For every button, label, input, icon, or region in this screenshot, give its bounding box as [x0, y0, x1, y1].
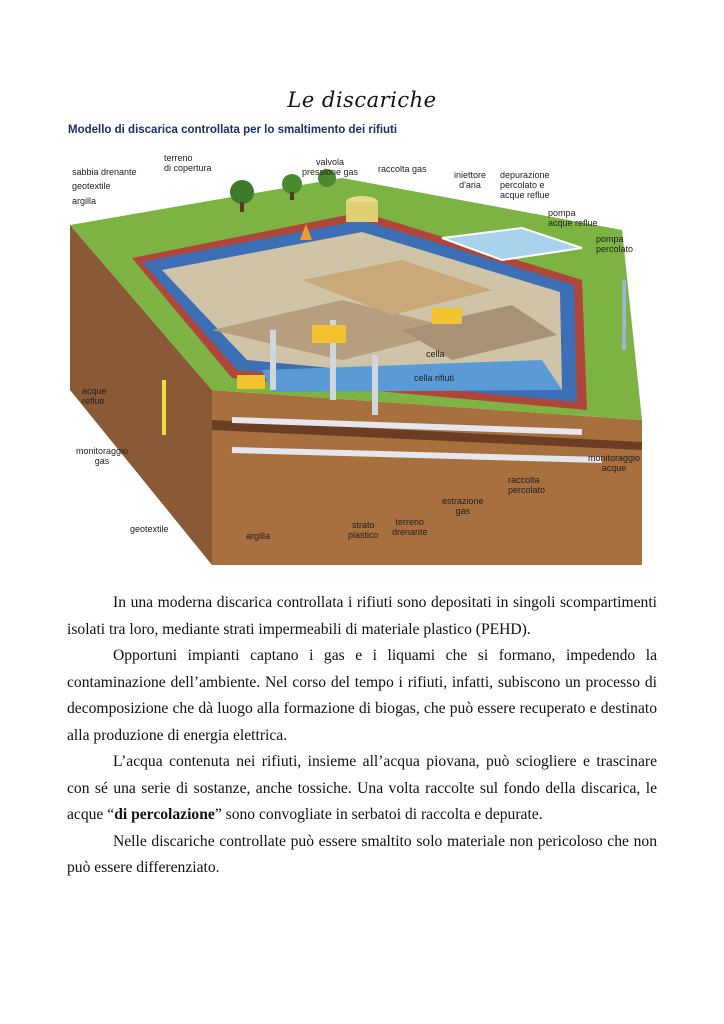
- gas-well-1: [270, 330, 276, 390]
- label-monitoraggio-gas: monitoraggio gas: [76, 446, 129, 466]
- label-estrazione-gas: estrazione gas: [442, 496, 484, 516]
- paragraph-4: Nelle discariche controllate può essere smaltito solo materiale non pericoloso che non può essere differenziato.: [67, 832, 657, 876]
- paragraph-3: [67, 749, 657, 829]
- label-cella-rifiuti: cella rifiuti: [414, 373, 455, 383]
- label-strato-plastico: strato plastico: [348, 520, 379, 540]
- paragraph-2: Opportuni impianti captano i gas e i liquami che si formano, impedendo la contaminazione dell’ambiente. Nel corso del tempo i rifiuti, infatti, subiscono un processo di decomposizione che dà luogo alla formazione di biogas, che può essere recuperato e destinato alla produzione di energia elettrica.: [67, 647, 657, 744]
- truck-2: [432, 308, 462, 324]
- body-text: [67, 590, 657, 882]
- figure-title: Modello di discarica controllata per lo smaltimento dei rifiuti: [68, 124, 398, 136]
- label-terreno-drenante: terreno drenante: [392, 517, 428, 537]
- label-pompa-acque-reflue: pompa acque reflue: [548, 208, 598, 228]
- paragraph-1: In una moderna discarica controllata i rifiuti sono depositati in singoli scompartimenti isolati tra loro, mediante strati impermeabili di materiale plastico (PEHD).: [67, 594, 657, 638]
- gas-well-3: [372, 355, 378, 415]
- soil-front-side: [212, 390, 642, 565]
- label-iniettore-aria: iniettore d'aria: [454, 170, 487, 190]
- label-terreno-copertura: terreno di copertura: [164, 153, 212, 173]
- label-cella: cella: [426, 349, 445, 359]
- tree-2: [282, 174, 302, 194]
- label-monitoraggio-acque: monitoraggio acque: [588, 453, 641, 473]
- truck-3: [237, 375, 265, 389]
- label-depurazione: depurazione percolato e acque reflue: [500, 170, 550, 200]
- label-acque-reflue: acque reflue: [82, 386, 107, 406]
- paragraph-3-after: ” sono convogliate in serbatoi di raccolta e depurate.: [214, 806, 543, 823]
- label-valvola-pressione-gas: valvola pressione gas: [302, 157, 359, 177]
- label-sabbia-drenante: sabbia drenante: [72, 167, 137, 177]
- tree-1: [230, 180, 254, 204]
- paragraph-3-before: L’acqua contenuta nei rifiuti, insieme all’acqua piovana, può sciogliere e trascinare con sé una serie di sostanze, anche tossiche. Una volta raccolte sul fondo della discarica, le acque “: [67, 753, 657, 823]
- monitoring-pipe-left: [162, 380, 166, 435]
- label-geotextile-bottom: geotextile: [130, 524, 169, 534]
- paragraph-3-bold: di percolazione: [114, 806, 215, 823]
- page-title: Le discariche: [287, 88, 437, 112]
- truck-1: [312, 325, 346, 343]
- label-raccolta-gas: raccolta gas: [378, 164, 427, 174]
- label-argilla-top: argilla: [72, 196, 97, 206]
- label-geotextile-top: geotextile: [72, 181, 111, 191]
- label-raccolta-percolato: raccolta percolato: [508, 475, 546, 495]
- monitoring-pipe-right: [622, 280, 626, 350]
- label-pompa-percolato: pompa percolato: [596, 234, 634, 254]
- landfill-diagram: [62, 120, 662, 565]
- label-argilla-bottom: argilla: [246, 531, 271, 541]
